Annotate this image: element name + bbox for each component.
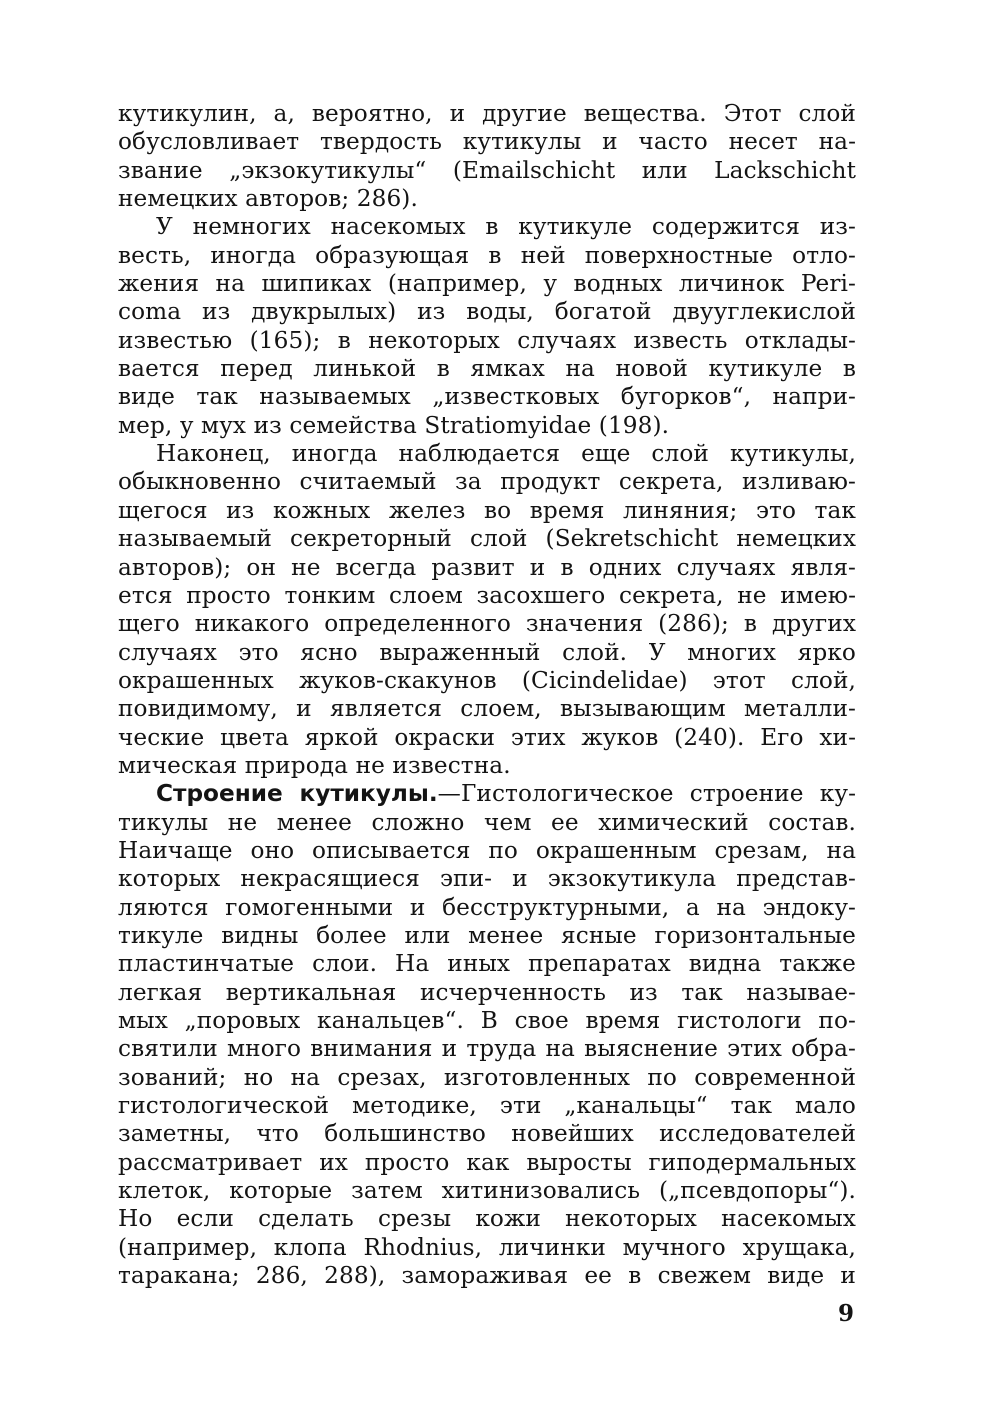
text-line: авторов); он не всегда развит и в одних случаях явля-	[118, 553, 856, 581]
text-line: Наичаще оно описывается по окрашенным срезам, на	[118, 836, 856, 864]
text-line: известью (165); в некоторых случаях известь отклады-	[118, 326, 856, 354]
text-line: мых „поровых канальцев“. В свое время гистологи по-	[118, 1007, 856, 1034]
page-body	[118, 100, 856, 1290]
text-line: рассматривает их просто как выросты гиподермальных	[118, 1148, 856, 1176]
text-line: тикулы не менее сложно чем ее химический состав.	[118, 808, 856, 836]
text-line: щегося из кожных желез во время линяния; это так	[118, 496, 856, 524]
text-line: Наконец, иногда наблюдается еще слой кутикулы,	[156, 440, 856, 468]
text-line: обусловливает твердость кутикулы и часто несет на-	[118, 128, 856, 156]
text-line: виде так называемых „известковых бугорков“, напри-	[118, 383, 856, 411]
text-line: обыкновенно считаемый за продукт секрета, изливаю-	[118, 468, 856, 496]
text-line: пластинчатые слои. На иных препаратах видна также	[118, 950, 856, 978]
text-line: гистологической методике, эти „канальцы“ так мало	[118, 1092, 856, 1120]
text-line: называемый секреторный слой (Sekretschicht немецких	[118, 525, 856, 553]
text-line: немецких авторов; 286).	[118, 185, 418, 213]
paragraph-4	[118, 780, 856, 1290]
text-line: (например, клопа Rhodnius, личинки мучного хрущака,	[118, 1233, 856, 1261]
text-line	[118, 780, 856, 808]
text-line: coma из двукрылых) из воды, богатой двууглекислой	[118, 298, 856, 326]
text-line: весть, иногда образующая в ней поверхностные отло-	[118, 241, 856, 269]
text-line: зований; но на срезах, изготовленных по современной	[118, 1063, 856, 1091]
text-line: заметны, что большинство новейших исследователей	[118, 1120, 856, 1148]
text-line: мическая природа не известна.	[118, 751, 511, 779]
page-number: 9	[838, 1300, 855, 1327]
text-line: звание „экзокутикулы“ (Emailschicht или Lackschicht	[118, 156, 856, 184]
paragraph-2	[118, 213, 856, 440]
paragraph-1	[118, 100, 856, 213]
text-line: У немногих насекомых в кутикуле содержится из-	[156, 213, 856, 241]
text-line: кутикулин, а, вероятно, и другие вещества. Этот слой	[118, 100, 856, 127]
text-line: ется просто тонким слоем засохшего секрета, не имею-	[118, 581, 856, 609]
text-line: тикуле видны более или менее ясные горизонтальные	[118, 921, 856, 949]
text-line: клеток, которые затем хитинизовались („псевдопоры“).	[118, 1177, 856, 1205]
text-run: —Гистологическое строение ку-	[437, 780, 856, 808]
text-line: мер, у мух из семейства Stratiomyidae (198).	[118, 411, 670, 439]
text-line: повидимому, и является слоем, вызывающим металли-	[118, 695, 856, 723]
text-line: Но если сделать срезы кожи некоторых насекомых	[118, 1205, 856, 1233]
section-heading: Строение кутикулы.	[156, 780, 438, 808]
text-line: окрашенных жуков-скакунов (Cicindelidae) этот слой,	[118, 666, 856, 694]
text-line: таракана; 286, 288), замораживая ее в свежем виде и	[118, 1262, 856, 1290]
text-line: жения на шипиках (например, у водных личинок Peri-	[118, 270, 856, 298]
text-line: случаях это ясно выраженный слой. У многих ярко	[118, 638, 856, 666]
text-line: ляются гомогенными и бесструктурными, а на эндоку-	[118, 893, 856, 921]
text-line: святили много внимания и труда на выяснение этих обра-	[118, 1035, 856, 1063]
text-line: вается перед линькой в ямках на новой кутикуле в	[118, 355, 856, 383]
text-line: которых некрасящиеся эпи- и экзокутикула представ-	[118, 865, 856, 893]
text-line: легкая вертикальная исчерченность из так называе-	[118, 978, 856, 1006]
paragraph-3	[118, 440, 856, 780]
text-line: щего никакого определенного значения (286); в других	[118, 610, 856, 638]
text-line: ческие цвета яркой окраски этих жуков (240). Его хи-	[118, 723, 856, 751]
